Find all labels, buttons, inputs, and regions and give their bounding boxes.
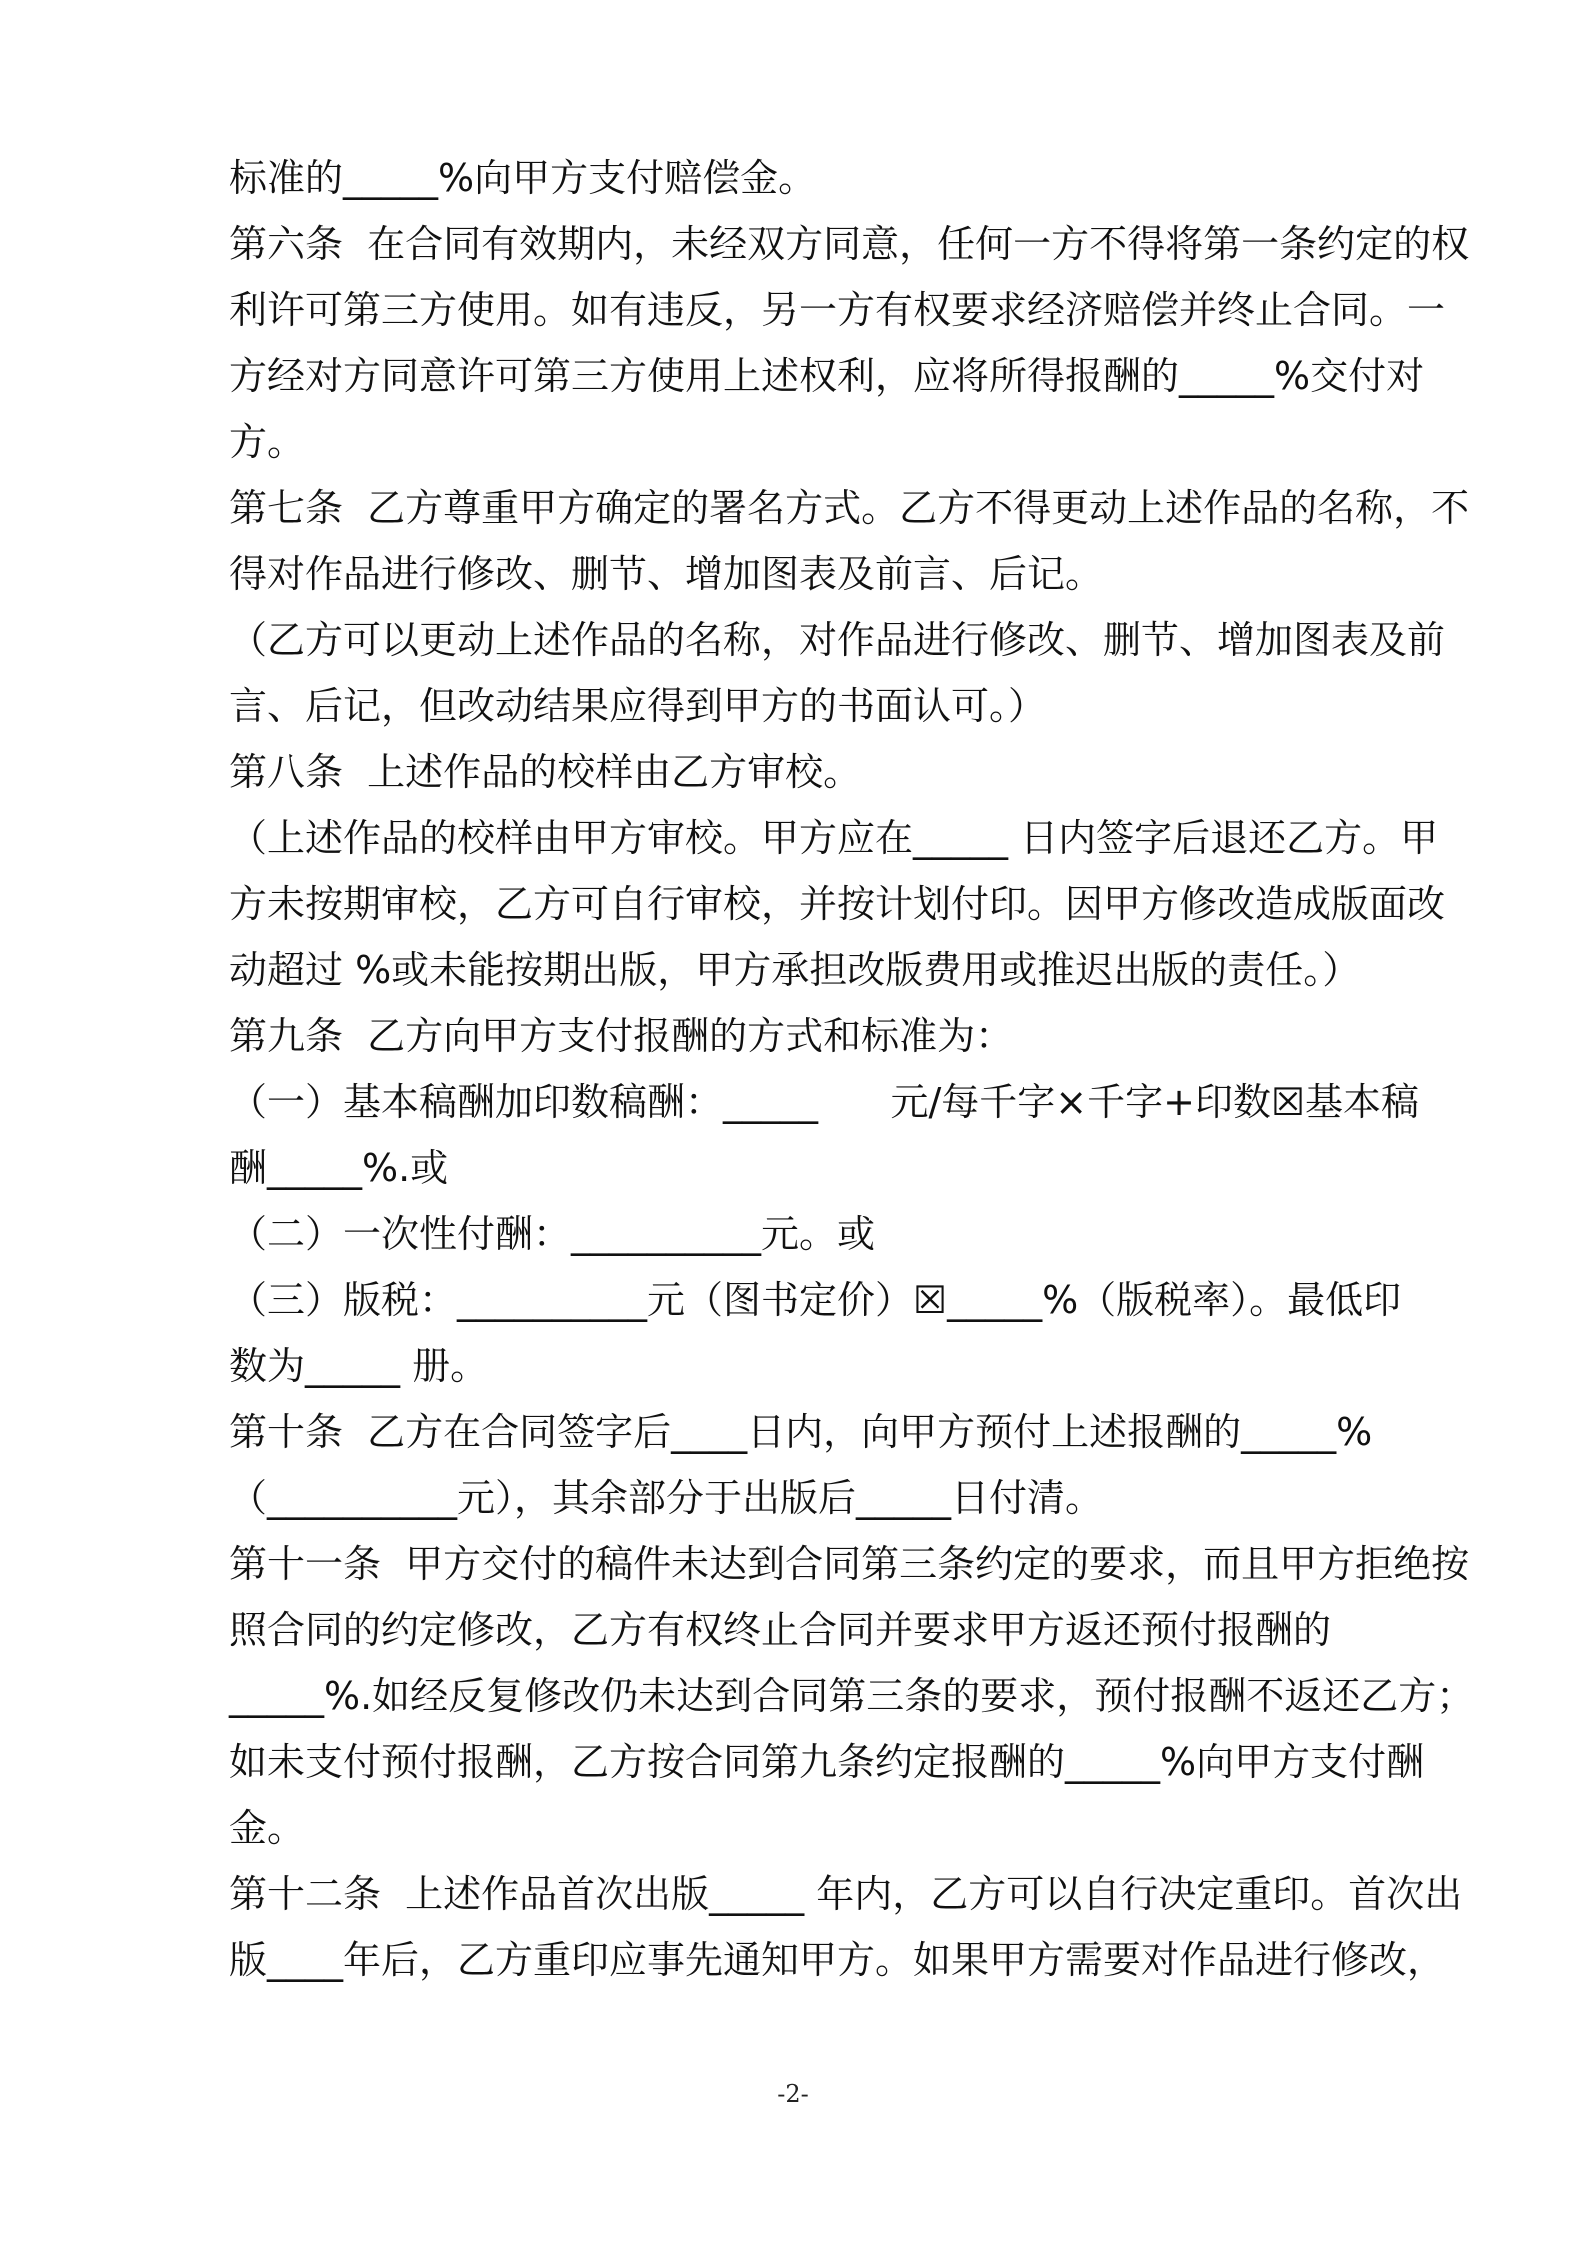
contract-body: [229, 145, 1475, 1993]
text-line: （二）一次性付酬：__________元。或: [229, 1212, 876, 1256]
text-line: 第八条 上述作品的校样由乙方审校。: [229, 750, 862, 794]
text-line: （三）版税：__________元（图书定价）☒_____%（版税率）。最低印: [229, 1278, 1402, 1322]
text-line: （__________元），其余部分于出版后_____日付清。: [229, 1476, 1104, 1520]
text-line: 第七条 乙方尊重甲方确定的署名方式。乙方不得更动上述作品的名称，不: [229, 486, 1470, 530]
text-line: 第十二条 上述作品首次出版_____ 年内，乙方可以自行决定重印。首次出: [229, 1872, 1463, 1916]
text-line: 得对作品进行修改、删节、增加图表及前言、后记。: [229, 552, 1104, 596]
text-line: 动超过 %或未能按期出版，甲方承担改版费用或推迟出版的责任。）: [229, 948, 1361, 992]
text-line: 第六条 在合同有效期内，未经双方同意，任何一方不得将第一条约定的权: [229, 222, 1470, 266]
text-line: 如未支付预付报酬，乙方按合同第九条约定报酬的_____%向甲方支付酬: [229, 1740, 1425, 1784]
page-number: -2-: [777, 2080, 809, 2108]
text-line: （一）基本稿酬加印数稿酬：_____ 元/每千字×千字+印数☒基本稿: [229, 1080, 1420, 1124]
text-line: 酬_____%.或: [229, 1146, 449, 1190]
text-line: 第十条 乙方在合同签字后____日内，向甲方预付上述报酬的_____%: [229, 1410, 1373, 1454]
text-line: 利许可第三方使用。如有违反，另一方有权要求经济赔偿并终止合同。一: [229, 288, 1446, 332]
text-line: （上述作品的校样由甲方审校。甲方应在_____ 日内签字后退还乙方。甲: [229, 816, 1439, 860]
text-line: 方经对方同意许可第三方使用上述权利，应将所得报酬的_____%交付对: [229, 354, 1425, 398]
text-line: 数为_____ 册。: [229, 1344, 489, 1388]
text-line: 金。: [229, 1806, 306, 1850]
text-line: 言、后记，但改动结果应得到甲方的书面认可。）: [229, 684, 1047, 728]
text-line: 第九条 乙方向甲方支付报酬的方式和标准为：: [229, 1014, 1014, 1058]
text-line: _____%.如经反复修改仍未达到合同第三条的要求，预付报酬不返还乙方；: [229, 1674, 1475, 1718]
text-line: 照合同的约定修改，乙方有权终止合同并要求甲方返还预付报酬的: [229, 1608, 1332, 1652]
text-line: 标准的_____%向甲方支付赔偿金。: [229, 156, 817, 200]
text-line: （乙方可以更动上述作品的名称，对作品进行修改、删节、增加图表及前: [229, 618, 1446, 662]
text-line: 第十一条 甲方交付的稿件未达到合同第三条约定的要求，而且甲方拒绝按: [229, 1542, 1470, 1586]
text-line: 方。: [229, 420, 306, 464]
text-line: 方未按期审校，乙方可自行审校，并按计划付印。因甲方修改造成版面改: [229, 882, 1446, 926]
text-line: 版____年后，乙方重印应事先通知甲方。如果甲方需要对作品进行修改，: [229, 1938, 1446, 1982]
